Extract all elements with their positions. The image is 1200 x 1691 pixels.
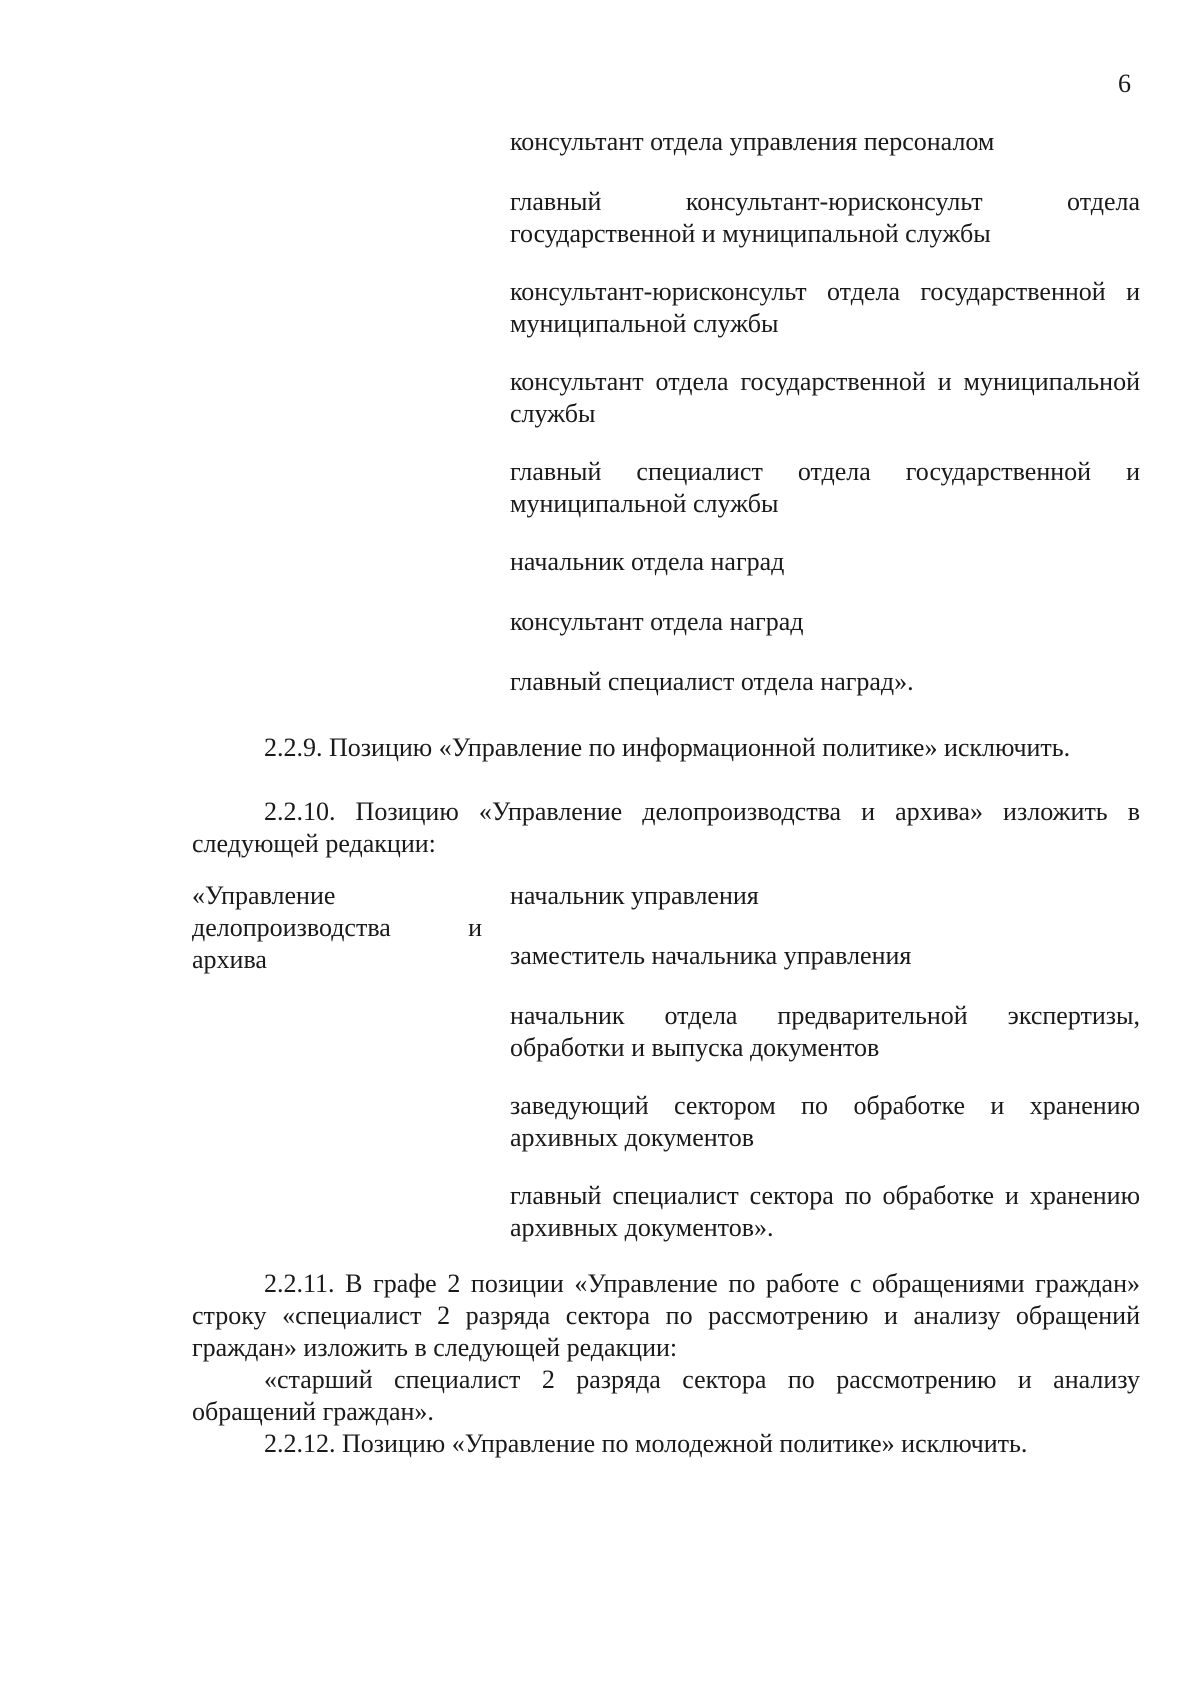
clause-2-2-12: 2.2.12. Позицию «Управление по молодежной политике» исключить. xyxy=(264,1429,1028,1458)
position-item: главный специалист сектора по обработке и хранению архивных документов». xyxy=(510,1181,1140,1242)
clause-2-2-11-quote: «старший специалист 2 разряда сектора по рассмотрению и анализу обращений граждан». xyxy=(192,1365,1140,1426)
page-number: 6 xyxy=(1118,69,1131,98)
position-item: консультант отдела управления персоналом xyxy=(510,127,995,156)
position-item: консультант-юрисконсульт отдела государственной и муниципальной службы xyxy=(510,277,1140,338)
clause-2-2-11: 2.2.11. В графе 2 позиции «Управление по работе с обращениями граждан» строку «специалист 2 разряда сектора по рассмотрению и анализу обращений граждан» изложить в следующей редакции: xyxy=(192,1269,1140,1362)
clause-2-2-9: 2.2.9. Позицию «Управление по информационной политике» исключить. xyxy=(264,733,1071,762)
position-item: заместитель начальника управления xyxy=(510,941,912,970)
department-name: «Управление делопроизводства и архива xyxy=(192,881,482,974)
position-item: начальник отдела предварительной экспертизы, обработки и выпуска документов xyxy=(510,1001,1140,1062)
position-item: начальник отдела наград xyxy=(510,547,785,576)
position-item: консультант отдела государственной и муниципальной службы xyxy=(510,367,1140,428)
position-item: главный специалист отдела государственной и муниципальной службы xyxy=(510,457,1140,518)
position-item: заведующий сектором по обработке и хранению архивных документов xyxy=(510,1091,1140,1152)
position-item: главный специалист отдела наград». xyxy=(510,667,914,696)
position-item: начальник управления xyxy=(510,881,759,910)
position-item: консультант отдела наград xyxy=(510,607,804,636)
position-item: главный консультант-юрисконсульт отдела государственной и муниципальной службы xyxy=(510,187,1140,248)
clause-2-2-10: 2.2.10. Позицию «Управление делопроизводства и архива» изложить в следующей редакции: xyxy=(192,797,1140,858)
